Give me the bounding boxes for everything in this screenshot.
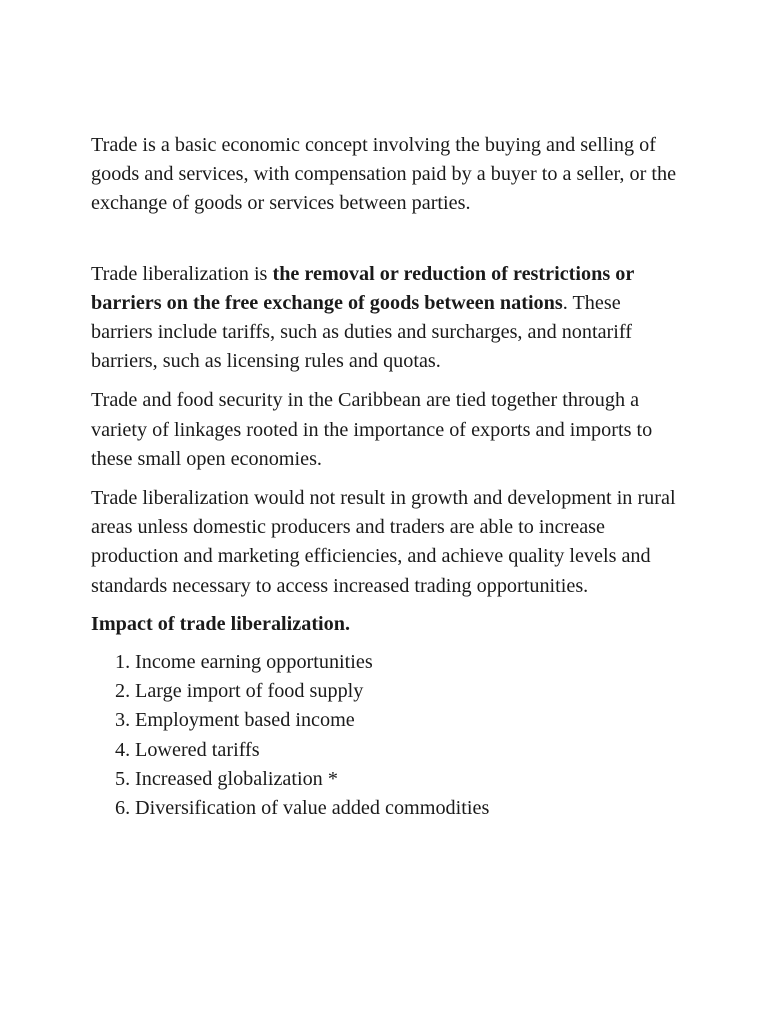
- list-item-text: Lowered tariffs: [135, 738, 260, 761]
- list-item-number: 3.: [115, 709, 131, 732]
- paragraph-bold-definition: the removal or reduction of restrictions or barriers on the free exchange of goods between nations: [91, 262, 634, 314]
- paragraph-trade-liberalization: [91, 260, 683, 377]
- list-item-text: Large import of food supply: [135, 680, 364, 703]
- list-item-number: 5.: [115, 767, 131, 790]
- impact-list: [91, 648, 683, 823]
- list-item: [91, 736, 683, 765]
- list-item-text: Diversification of value added commodities: [135, 797, 490, 820]
- list-item-number: 1.: [115, 651, 131, 674]
- list-item-number: 4.: [115, 738, 131, 761]
- list-item-number: 6.: [115, 797, 131, 820]
- list-item: [91, 765, 683, 794]
- paragraph-lead: Trade liberalization is: [91, 262, 273, 285]
- list-item-text: Employment based income: [135, 709, 355, 732]
- paragraph-trade-definition: Trade is a basic economic concept involving the buying and selling of goods and services, with compensation paid by a buyer to a seller, or the exchange of goods or services between parties.: [91, 134, 677, 215]
- list-item-text: Income earning opportunities: [135, 651, 373, 674]
- list-item: [91, 648, 683, 677]
- document-body: [91, 131, 683, 823]
- list-item: [91, 794, 683, 823]
- list-item-text: Increased globalization *: [135, 767, 338, 790]
- list-item: [91, 677, 683, 706]
- impact-heading: Impact of trade liberalization.: [91, 612, 351, 635]
- paragraph-rural-development: Trade liberalization would not result in growth and development in rural areas unless domestic producers and traders are able to increase production and marketing efficiencies, and achieve quality levels and standards necessary to access increased trading opportunities.: [91, 487, 676, 597]
- paragraph-tail: . These barriers include tariffs, such as duties and surcharges, and nontariff barriers, such as licensing rules and quotas.: [91, 291, 632, 373]
- list-item-number: 2.: [115, 680, 131, 703]
- paragraph-food-security: Trade and food security in the Caribbean are tied together through a variety of linkages rooted in the importance of exports and imports to these small open economies.: [91, 389, 653, 470]
- list-item: [91, 706, 683, 735]
